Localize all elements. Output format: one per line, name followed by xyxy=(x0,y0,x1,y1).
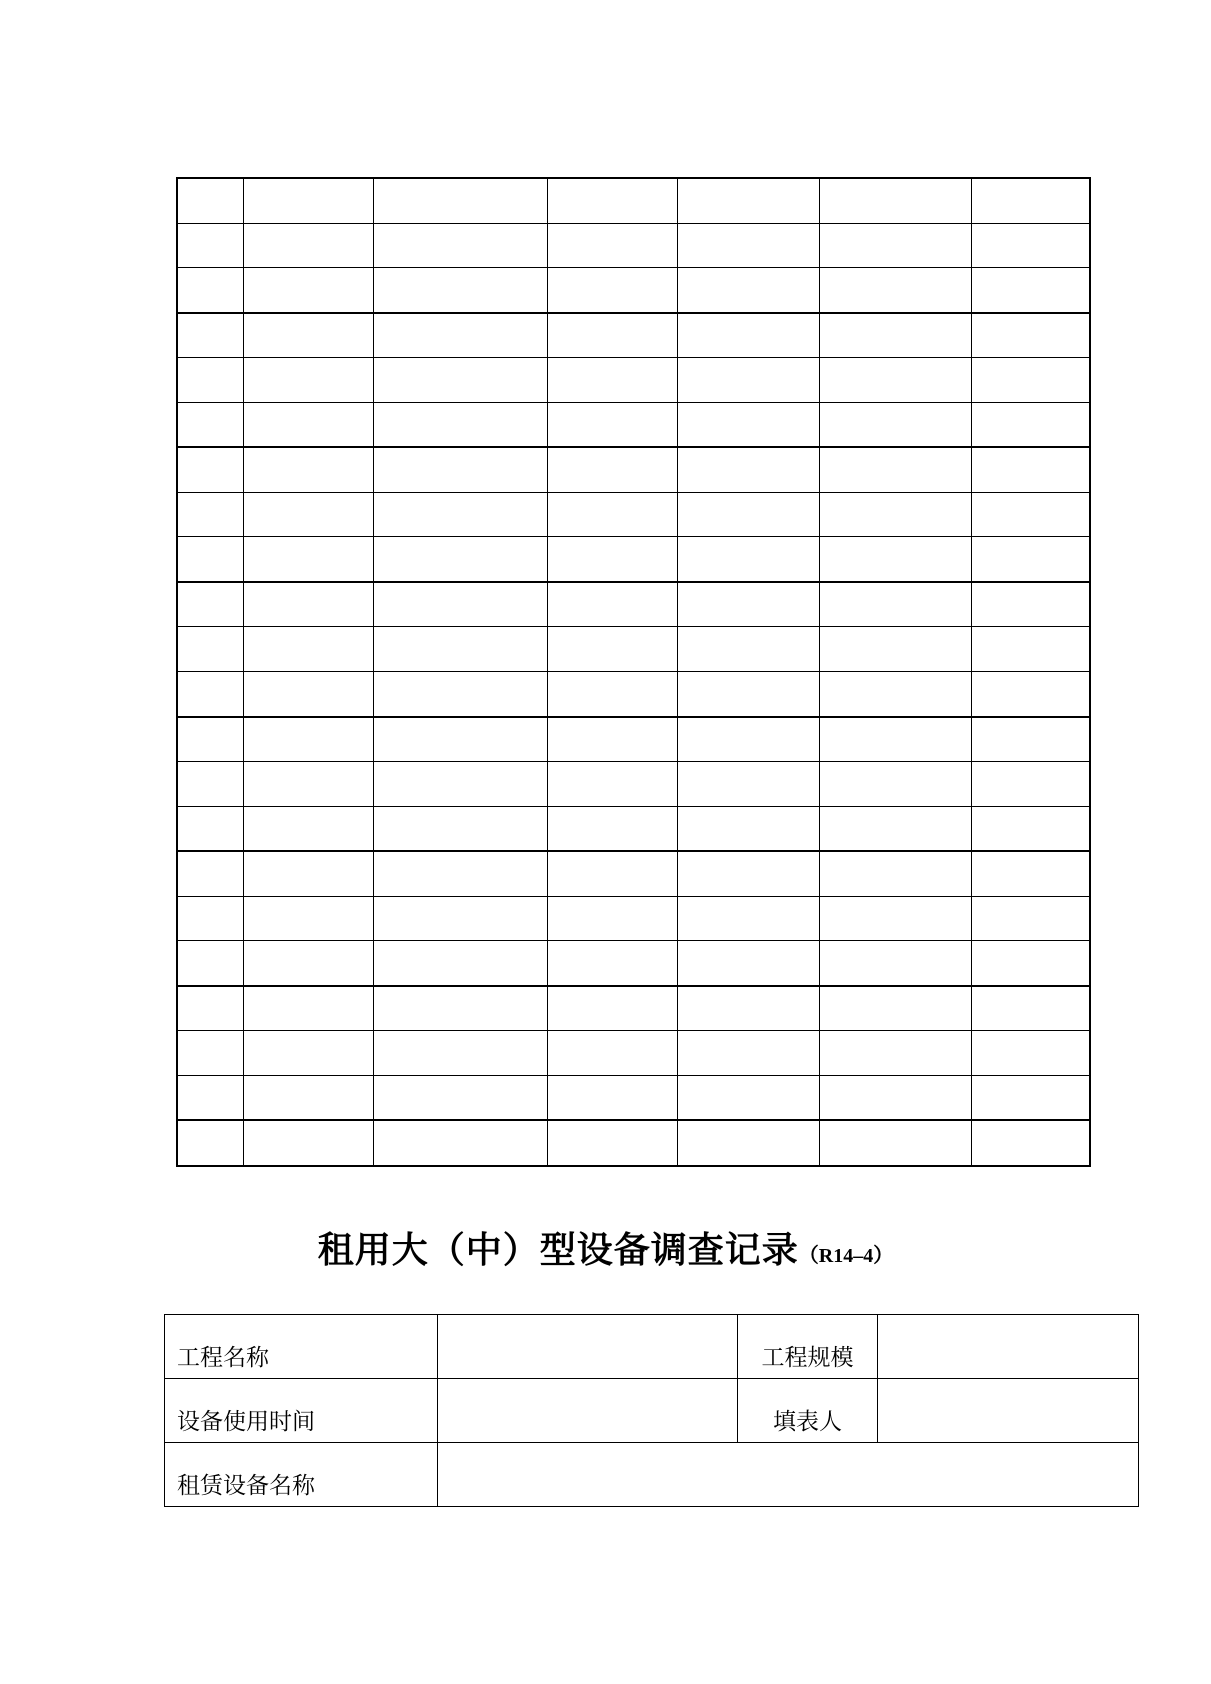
grid-cell[interactable] xyxy=(547,358,677,403)
grid-cell[interactable] xyxy=(373,313,547,358)
blank-grid-table xyxy=(176,177,1091,1167)
grid-cell[interactable] xyxy=(177,492,243,537)
grid-cell[interactable] xyxy=(819,268,971,313)
grid-cell[interactable] xyxy=(547,178,677,223)
grid-cell[interactable] xyxy=(177,313,243,358)
grid-row xyxy=(177,717,1090,762)
grid-cell[interactable] xyxy=(547,447,677,492)
grid-cell[interactable] xyxy=(971,447,1090,492)
grid-cell[interactable] xyxy=(373,941,547,986)
grid-cell[interactable] xyxy=(677,268,819,313)
document-title-text: 租用大（中）型设备调查记录 xyxy=(317,1229,799,1271)
grid-cell[interactable] xyxy=(819,762,971,807)
grid-cell[interactable] xyxy=(243,627,373,672)
grid-cell[interactable] xyxy=(677,851,819,896)
grid-cell[interactable] xyxy=(243,313,373,358)
grid-cell[interactable] xyxy=(677,717,819,762)
grid-cell[interactable] xyxy=(243,762,373,807)
filler-field[interactable] xyxy=(878,1379,1139,1443)
grid-cell[interactable] xyxy=(819,941,971,986)
grid-cell[interactable] xyxy=(243,358,373,403)
grid-cell[interactable] xyxy=(243,492,373,537)
grid-cell[interactable] xyxy=(547,627,677,672)
project-scale-label: 工程规模 xyxy=(738,1315,878,1379)
grid-cell[interactable] xyxy=(819,402,971,447)
grid-cell[interactable] xyxy=(677,941,819,986)
grid-row xyxy=(177,762,1090,807)
grid-row xyxy=(177,358,1090,403)
grid-cell[interactable] xyxy=(547,671,677,716)
grid-cell[interactable] xyxy=(373,851,547,896)
grid-cell[interactable] xyxy=(177,627,243,672)
grid-cell[interactable] xyxy=(547,1120,677,1166)
grid-cell[interactable] xyxy=(177,806,243,851)
grid-cell[interactable] xyxy=(243,223,373,268)
document-code: （R14–4） xyxy=(798,1245,894,1267)
grid-cell[interactable] xyxy=(177,358,243,403)
grid-cell[interactable] xyxy=(177,896,243,941)
grid-cell[interactable] xyxy=(177,447,243,492)
grid-cell[interactable] xyxy=(177,223,243,268)
grid-cell[interactable] xyxy=(971,851,1090,896)
grid-cell[interactable] xyxy=(373,402,547,447)
grid-cell[interactable] xyxy=(547,1075,677,1120)
grid-cell[interactable] xyxy=(677,671,819,716)
grid-cell[interactable] xyxy=(971,671,1090,716)
grid-cell[interactable] xyxy=(677,806,819,851)
grid-cell[interactable] xyxy=(243,537,373,582)
grid-cell[interactable] xyxy=(177,582,243,627)
grid-cell[interactable] xyxy=(677,492,819,537)
grid-cell[interactable] xyxy=(971,627,1090,672)
grid-cell[interactable] xyxy=(677,537,819,582)
grid-cell[interactable] xyxy=(373,671,547,716)
info-form-table xyxy=(164,1314,1139,1507)
grid-cell[interactable] xyxy=(373,268,547,313)
grid-cell[interactable] xyxy=(677,1120,819,1166)
grid-row xyxy=(177,986,1090,1031)
grid-cell[interactable] xyxy=(243,447,373,492)
grid-cell[interactable] xyxy=(177,851,243,896)
grid-cell[interactable] xyxy=(177,1031,243,1076)
filler-label: 填表人 xyxy=(738,1379,878,1443)
grid-cell[interactable] xyxy=(819,582,971,627)
grid-cell[interactable] xyxy=(971,268,1090,313)
grid-cell[interactable] xyxy=(243,851,373,896)
rental-equipment-label: 租赁设备名称 xyxy=(165,1443,438,1507)
grid-cell[interactable] xyxy=(547,941,677,986)
usage-time-label: 设备使用时间 xyxy=(165,1379,438,1443)
grid-cell[interactable] xyxy=(677,358,819,403)
grid-cell[interactable] xyxy=(547,1031,677,1076)
grid-cell[interactable] xyxy=(547,896,677,941)
grid-cell[interactable] xyxy=(819,806,971,851)
grid-cell[interactable] xyxy=(373,717,547,762)
grid-cell[interactable] xyxy=(373,896,547,941)
grid-row xyxy=(177,671,1090,716)
grid-cell[interactable] xyxy=(677,582,819,627)
grid-cell[interactable] xyxy=(971,941,1090,986)
grid-row xyxy=(177,1075,1090,1120)
grid-cell[interactable] xyxy=(677,762,819,807)
grid-cell[interactable] xyxy=(177,671,243,716)
grid-cell[interactable] xyxy=(819,1075,971,1120)
grid-cell[interactable] xyxy=(243,671,373,716)
grid-cell[interactable] xyxy=(677,896,819,941)
grid-cell[interactable] xyxy=(677,313,819,358)
grid-cell[interactable] xyxy=(547,582,677,627)
grid-cell[interactable] xyxy=(547,986,677,1031)
grid-cell[interactable] xyxy=(547,806,677,851)
grid-cell[interactable] xyxy=(177,178,243,223)
grid-cell[interactable] xyxy=(373,582,547,627)
grid-cell[interactable] xyxy=(373,178,547,223)
grid-cell[interactable] xyxy=(243,178,373,223)
grid-cell[interactable] xyxy=(971,492,1090,537)
blank-grid-body xyxy=(177,178,1090,1166)
grid-cell[interactable] xyxy=(819,896,971,941)
grid-cell[interactable] xyxy=(677,986,819,1031)
grid-cell[interactable] xyxy=(243,941,373,986)
grid-row xyxy=(177,1120,1090,1166)
grid-cell[interactable] xyxy=(373,1075,547,1120)
grid-cell[interactable] xyxy=(547,851,677,896)
project-scale-field[interactable] xyxy=(878,1315,1139,1379)
grid-cell[interactable] xyxy=(819,313,971,358)
grid-cell[interactable] xyxy=(677,223,819,268)
grid-cell[interactable] xyxy=(547,492,677,537)
grid-row xyxy=(177,537,1090,582)
info-row-rental xyxy=(165,1443,1139,1507)
grid-cell[interactable] xyxy=(971,537,1090,582)
grid-cell[interactable] xyxy=(971,806,1090,851)
grid-cell[interactable] xyxy=(677,627,819,672)
grid-cell[interactable] xyxy=(547,537,677,582)
grid-cell[interactable] xyxy=(971,582,1090,627)
grid-cell[interactable] xyxy=(243,986,373,1031)
grid-cell[interactable] xyxy=(677,447,819,492)
grid-cell[interactable] xyxy=(971,986,1090,1031)
grid-cell[interactable] xyxy=(373,223,547,268)
grid-cell[interactable] xyxy=(971,896,1090,941)
grid-row xyxy=(177,806,1090,851)
grid-cell[interactable] xyxy=(971,313,1090,358)
grid-cell[interactable] xyxy=(819,1031,971,1076)
grid-cell[interactable] xyxy=(373,986,547,1031)
grid-cell[interactable] xyxy=(819,492,971,537)
grid-cell[interactable] xyxy=(373,806,547,851)
grid-cell[interactable] xyxy=(177,268,243,313)
grid-row xyxy=(177,896,1090,941)
grid-row xyxy=(177,851,1090,896)
grid-cell[interactable] xyxy=(373,537,547,582)
grid-cell[interactable] xyxy=(177,537,243,582)
grid-row xyxy=(177,402,1090,447)
grid-cell[interactable] xyxy=(819,671,971,716)
grid-cell[interactable] xyxy=(971,402,1090,447)
grid-cell[interactable] xyxy=(373,447,547,492)
grid-cell[interactable] xyxy=(373,358,547,403)
grid-cell[interactable] xyxy=(547,717,677,762)
grid-cell[interactable] xyxy=(547,762,677,807)
grid-cell[interactable] xyxy=(971,223,1090,268)
grid-row xyxy=(177,223,1090,268)
grid-cell[interactable] xyxy=(177,1120,243,1166)
grid-cell[interactable] xyxy=(373,627,547,672)
grid-cell[interactable] xyxy=(547,268,677,313)
document-title xyxy=(0,1222,1211,1273)
grid-cell[interactable] xyxy=(547,313,677,358)
grid-row xyxy=(177,627,1090,672)
grid-cell[interactable] xyxy=(819,223,971,268)
grid-cell[interactable] xyxy=(971,717,1090,762)
grid-row xyxy=(177,447,1090,492)
grid-cell[interactable] xyxy=(819,537,971,582)
grid-cell[interactable] xyxy=(547,402,677,447)
grid-cell[interactable] xyxy=(677,402,819,447)
grid-cell[interactable] xyxy=(177,986,243,1031)
grid-cell[interactable] xyxy=(243,717,373,762)
grid-cell[interactable] xyxy=(243,896,373,941)
grid-cell[interactable] xyxy=(547,223,677,268)
grid-cell[interactable] xyxy=(677,1075,819,1120)
info-row-project xyxy=(165,1315,1139,1379)
grid-row xyxy=(177,268,1090,313)
grid-cell[interactable] xyxy=(373,1120,547,1166)
grid-cell[interactable] xyxy=(971,1120,1090,1166)
grid-cell[interactable] xyxy=(373,762,547,807)
info-row-usage xyxy=(165,1379,1139,1443)
grid-cell[interactable] xyxy=(819,178,971,223)
grid-cell[interactable] xyxy=(177,1075,243,1120)
grid-cell[interactable] xyxy=(243,1120,373,1166)
grid-cell[interactable] xyxy=(677,178,819,223)
project-name-label: 工程名称 xyxy=(165,1315,438,1379)
grid-cell[interactable] xyxy=(177,717,243,762)
grid-cell[interactable] xyxy=(971,358,1090,403)
rental-equipment-field[interactable] xyxy=(438,1443,1139,1507)
grid-cell[interactable] xyxy=(677,1031,819,1076)
grid-cell[interactable] xyxy=(819,447,971,492)
grid-row xyxy=(177,492,1090,537)
grid-cell[interactable] xyxy=(243,582,373,627)
usage-time-field[interactable] xyxy=(438,1379,738,1443)
grid-cell[interactable] xyxy=(243,1075,373,1120)
grid-cell[interactable] xyxy=(243,268,373,313)
grid-cell[interactable] xyxy=(971,762,1090,807)
grid-cell[interactable] xyxy=(971,1075,1090,1120)
grid-row xyxy=(177,1031,1090,1076)
grid-cell[interactable] xyxy=(971,1031,1090,1076)
grid-row xyxy=(177,178,1090,223)
grid-cell[interactable] xyxy=(243,806,373,851)
grid-row xyxy=(177,941,1090,986)
grid-cell[interactable] xyxy=(819,851,971,896)
grid-cell[interactable] xyxy=(819,717,971,762)
grid-cell[interactable] xyxy=(819,627,971,672)
grid-cell[interactable] xyxy=(177,941,243,986)
grid-cell[interactable] xyxy=(819,1120,971,1166)
project-name-field[interactable] xyxy=(438,1315,738,1379)
grid-cell[interactable] xyxy=(177,762,243,807)
grid-row xyxy=(177,582,1090,627)
grid-cell[interactable] xyxy=(177,402,243,447)
grid-cell[interactable] xyxy=(373,1031,547,1076)
grid-cell[interactable] xyxy=(243,1031,373,1076)
grid-cell[interactable] xyxy=(373,492,547,537)
grid-cell[interactable] xyxy=(819,986,971,1031)
grid-cell[interactable] xyxy=(819,358,971,403)
grid-cell[interactable] xyxy=(971,178,1090,223)
grid-row xyxy=(177,313,1090,358)
grid-cell[interactable] xyxy=(243,402,373,447)
